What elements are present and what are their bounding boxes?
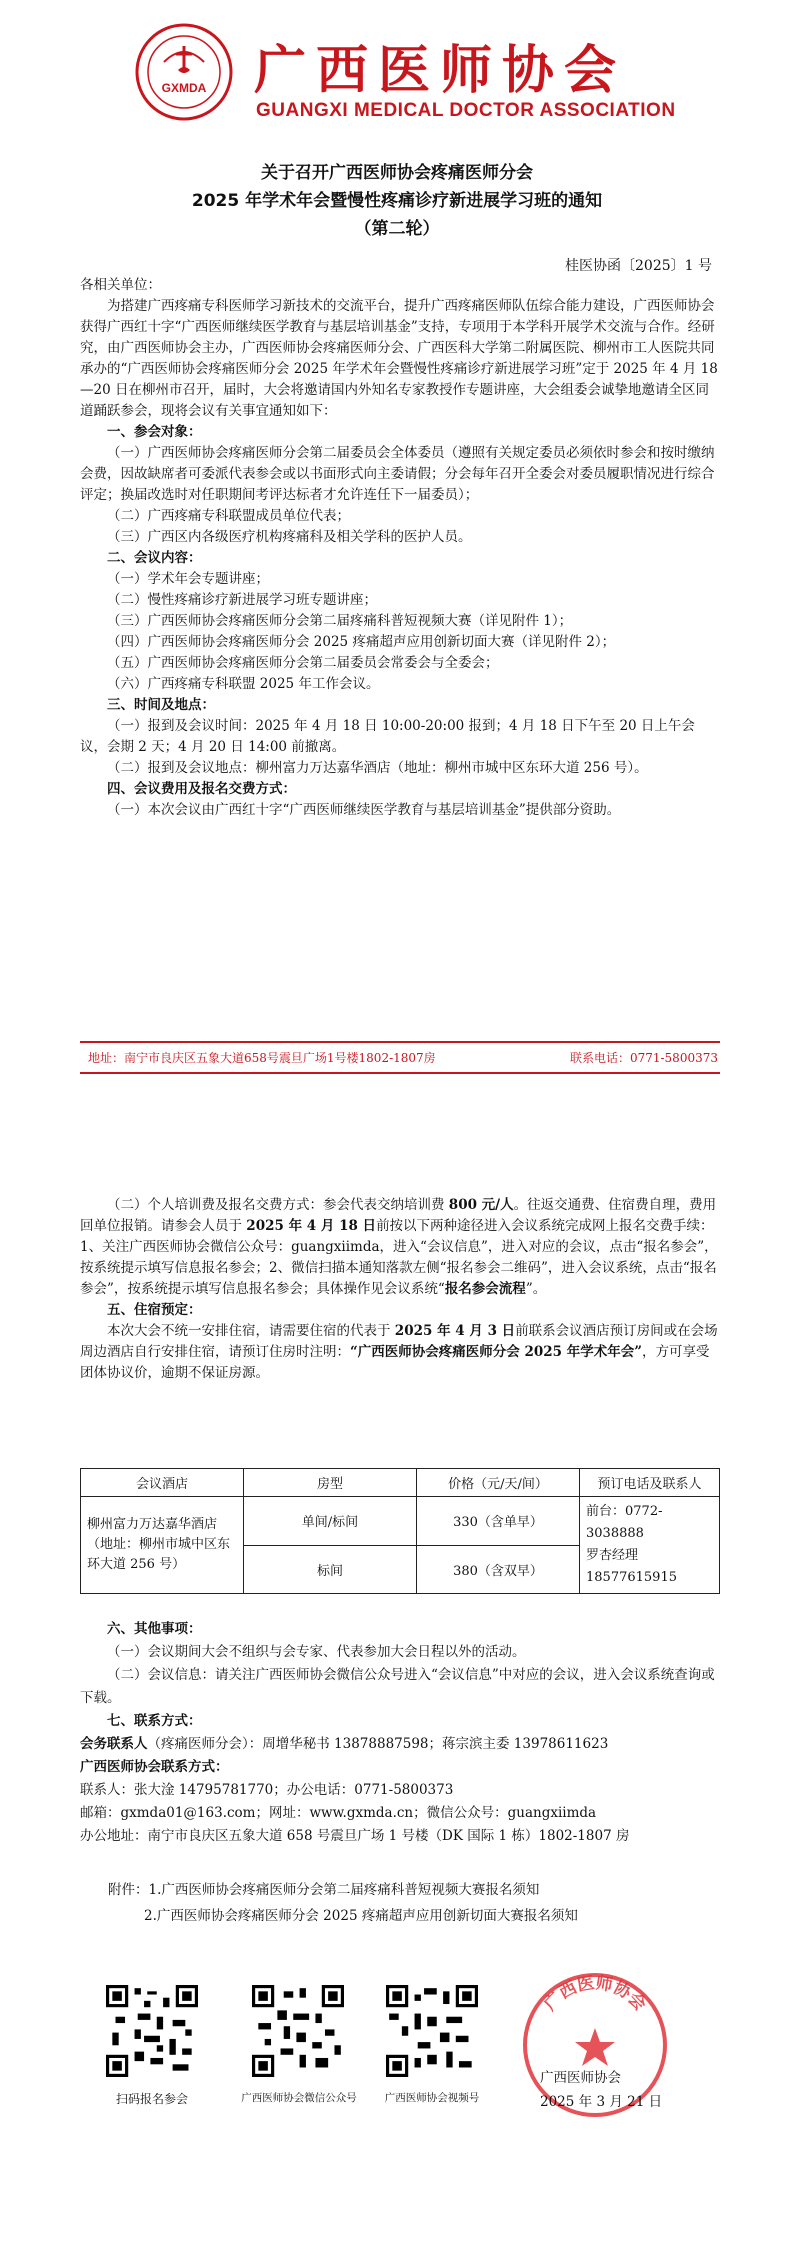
qr-caption-registration: 扫码报名参会 xyxy=(115,2092,188,2106)
notice-title-line3: （第二轮） xyxy=(354,219,440,239)
qr-caption-wechat: 广西医师协会微信公众号 xyxy=(241,2092,357,2104)
intro-paragraph: 为搭建广西疼痛专科医师学习新技术的交流平台，提升广西疼痛医师队伍综合能力建设，广西医师协会获得广西红十字“广西医师继续医学教育与基层培训基金”支持，专项用于本学科开展学术交流与合作。经研究，由广西医师协会主办，广西医师协会疼痛医师分会、广西医科大学第二附属医院、柳州市工人医院共同承办的“广西医师协会疼痛医师分会 2025 年学术年会暨慢性疼痛诊疗新进展学习班”定于 2025 年 4 月 18—20 日在柳州市召开，届时，大会将邀请国内外知名专家教授作专题讲座，大会组委会诚挚地邀请全区同道踊跃参会，现将会议有关事宜通知如下： xyxy=(80,298,718,419)
table-header: 价格（元/天/间） xyxy=(417,1469,580,1497)
section2-item: （二）慢性疼痛诊疗新进展学习班专题讲座； xyxy=(107,592,377,608)
brand-name-cn: 广西医师协会 xyxy=(254,40,627,101)
attachments xyxy=(108,1877,728,1929)
section2-item: （五）广西医师协会疼痛医师分会第二届委员会常委会与全委会； xyxy=(107,655,499,671)
room-price-cell: 330（含单早） xyxy=(417,1497,580,1546)
notice-body-part1 xyxy=(80,275,720,821)
association-contact-title: 广西医师协会联系方式： xyxy=(80,1759,229,1775)
room-price-cell: 380（含双早） xyxy=(417,1545,580,1594)
signature-org: 广西医师协会 xyxy=(540,2070,621,2086)
table-header: 预订电话及联系人 xyxy=(580,1469,720,1497)
registration-flow: 报名参会流程 xyxy=(444,1281,526,1297)
section2-title: 二、会议内容： xyxy=(107,550,202,566)
section2-item: （六）广西疼痛专科联盟 2025 年工作会议。 xyxy=(107,676,380,692)
booking-note: “广西医师协会疼痛医师分会 2025 年学术年会” xyxy=(350,1344,643,1360)
notice-body-part2 xyxy=(80,1195,720,1384)
document-number: 桂医协函〔2025〕1 号 xyxy=(565,258,712,274)
section5-paragraph: 本次大会不统一安排住宿，请需要住宿的代表于 2025 年 4 月 3 日前联系会议酒店预订房间或在会场周边酒店自行安排住宿，请预订住房时注明：“广西医师协会疼痛医师分会 2025 年学术年会”，方可享受团体协议价，逾期不保证房源。 xyxy=(80,1323,718,1381)
association-contact-person: 联系人：张大淦 14795781770；办公电话：0771-5800373 xyxy=(80,1782,454,1798)
hotel-name-cell: 柳州富力万达嘉华酒店（地址：柳州市城中区东环大道 256 号） xyxy=(81,1497,244,1594)
section2-item: （三）广西医师协会疼痛医师分会第二届疼痛科普短视频大赛（详见附件 1）； xyxy=(107,613,573,629)
table-header-row xyxy=(81,1469,720,1497)
table-row xyxy=(81,1497,720,1546)
section3-item: （二）报到及会议地点：柳州富力万达嘉华酒店（地址：柳州市城中区东环大道 256 号）。 xyxy=(107,760,648,776)
section1-item: （二）广西疼痛专科联盟成员单位代表； xyxy=(107,508,350,524)
registration-qr-code-icon[interactable] xyxy=(106,1985,198,2077)
training-fee: 800 元/人 xyxy=(448,1197,514,1213)
letterhead xyxy=(0,0,794,140)
salutation: 各相关单位： xyxy=(80,277,161,293)
manager-contact: 罗杏经理 18577615915 xyxy=(586,1548,677,1585)
notice-title-line1: 关于召开广西医师协会疼痛医师分会 xyxy=(261,163,533,183)
section1-item: （一）广西医师协会疼痛医师分会第二届委员会全体委员（遵照有关规定委员必须依时参会和按时缴纳会费，因故缺席者可委派代表参会或以书面形式向主委请假；分会每年召开全委会对委员履职情况进行综合评定；换届改选时对任职期间考评达标者才允许连任下一届委员）； xyxy=(80,445,715,503)
association-logo-icon xyxy=(134,22,234,122)
section3-item: （一）报到及会议时间：2025 年 4 月 18 日 10:00-20:00 报到；4 月 18 日下午至 20 日上午会议，会期 2 天；4 月 20 日 14:00 前撤离。 xyxy=(80,718,695,755)
section4-item2: （二）个人培训费及报名交费方式：参会代表交纳培训费 800 元/人。往返交通费、住宿费自理，费用回单位报销。请参会人员于 2025 年 4 月 18 日前按以下两种途径进入会议系统完成网上报名交费手续：1、关注广西医师协会微信公众号：guangxiimda，进入“会议信息”，进入对应的会议，点击“报名参会”，按系统提示填写信息报名参会；2、微信扫描本通知落款左侧“报名参会二维码”，进入会议系统，点击“报名参会”，按系统提示填写信息报名参会；具体操作见会议系统“报名参会流程”。 xyxy=(80,1197,718,1297)
brand-name-en: GUANGXI MEDICAL DOCTOR ASSOCIATION xyxy=(256,100,676,121)
table-header: 会议酒店 xyxy=(81,1469,244,1497)
seal-text: 广西医师协会 xyxy=(540,1973,650,2015)
association-email-web: 邮箱：gxmda01@163.com；网址：www.gxmda.cn；微信公众号：guangxiimda xyxy=(80,1805,597,1821)
table-header: 房型 xyxy=(244,1469,417,1497)
section2-item: （四）广西医师协会疼痛医师分会 2025 疼痛超声应用创新切面大赛（详见附件 2）； xyxy=(107,634,616,650)
front-desk-phone: 前台：0772-3038888 xyxy=(586,1504,663,1541)
signature-date: 2025 年 3 月 21 日 xyxy=(540,2094,663,2110)
registration-deadline: 2025 年 4 月 18 日 xyxy=(246,1218,377,1234)
svg-text:广西医师协会 xyxy=(540,1972,651,2015)
footer-phone: 联系电话：0771-5800373 xyxy=(569,1051,718,1065)
footer-divider-top xyxy=(80,1041,720,1043)
booking-contact-cell xyxy=(580,1497,720,1594)
video-account-qr-code-icon[interactable] xyxy=(386,1985,478,2077)
section7-title: 七、联系方式： xyxy=(107,1713,202,1729)
attachment-item: 附件：1.广西医师协会疼痛医师分会第二届疼痛科普短视频大赛报名须知 xyxy=(108,1882,540,1898)
signature-block xyxy=(540,2066,662,2114)
attachment-item: 2.广西医师协会疼痛医师分会 2025 疼痛超声应用创新切面大赛报名须知 xyxy=(144,1908,578,1924)
association-address: 办公地址：南宁市良庆区五象大道 658 号震旦广场 1 号楼（DK 国际 1 栋）1802-1807 房 xyxy=(80,1828,630,1844)
section4-item1: （一）本次会议由广西红十字“广西医师继续医学教育与基层培训基金”提供部分资助。 xyxy=(107,802,621,818)
qr-caption-video: 广西医师协会视频号 xyxy=(384,2092,480,2104)
wechat-account-qr-code-icon[interactable] xyxy=(252,1985,344,2077)
footer-address: 地址：南宁市良庆区五象大道658号震旦广场1号楼1802-1807房 xyxy=(88,1051,436,1065)
section2-item: （一）学术年会专题讲座； xyxy=(107,571,269,587)
section6-item: （一）会议期间大会不组织与会专家、代表参加大会日程以外的活动。 xyxy=(107,1644,526,1660)
room-type-cell: 单间/标间 xyxy=(244,1497,417,1546)
page-footer xyxy=(80,1047,720,1069)
section6-title: 六、其他事项： xyxy=(107,1621,202,1637)
room-type-cell: 标间 xyxy=(244,1545,417,1594)
section6-item: （二）会议信息：请关注广西医师协会微信公众号进入“会议信息”中对应的会议，进入会议系统查询或下载。 xyxy=(80,1667,715,1706)
section1-title: 一、参会对象： xyxy=(107,424,202,440)
affairs-contact: 会务联系人（疼痛医师分会）：周增华秘书 13878887598；蒋宗滨主委 13978611623 xyxy=(80,1736,609,1752)
notice-body-part3 xyxy=(80,1618,720,1848)
section4-title: 四、会议费用及报名交费方式： xyxy=(107,781,296,797)
hotel-table xyxy=(80,1468,720,1594)
logo-text: GXMDA xyxy=(161,81,207,95)
notice-title-line2: 2025 年学术年会暨慢性疼痛诊疗新进展学习班的通知 xyxy=(191,191,603,211)
booking-deadline: 2025 年 4 月 3 日 xyxy=(394,1323,516,1339)
section3-title: 三、时间及地点： xyxy=(107,697,215,713)
section1-item: （三）广西区内各级医疗机构疼痛科及相关学科的医护人员。 xyxy=(107,529,472,545)
section5-title: 五、住宿预定： xyxy=(107,1302,202,1318)
footer-divider-bottom xyxy=(80,1072,720,1074)
